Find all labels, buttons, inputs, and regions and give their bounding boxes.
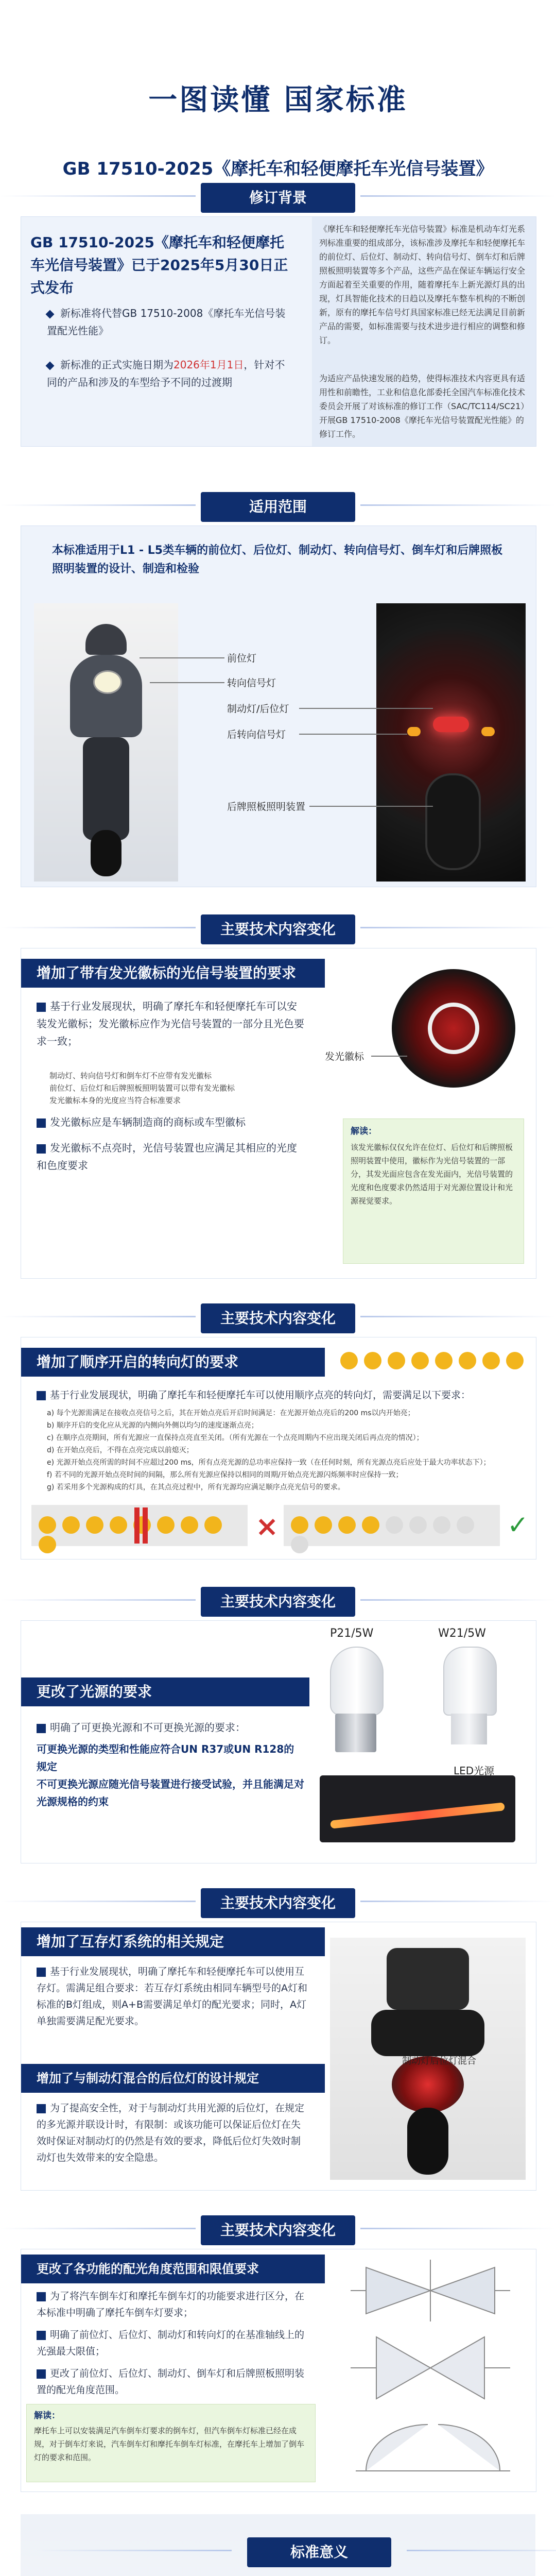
label-turn-signal: 转向信号灯 <box>227 677 276 689</box>
note-title: 解读： <box>34 2411 60 2421</box>
pointer-line <box>371 1056 407 1057</box>
sequential-item: e) 光源开始点亮所需的时间不应超过200 ms，所有点亮光源的总功率应保持一致（在任何时刻，所有光源点亮后应处于最大功率状态下）； <box>47 1459 491 1467</box>
emblem-sub-item: 前位灯、后位灯和后牌照板照明装置可以带有发光徽标 <box>49 1083 235 1093</box>
diamond-icon <box>46 310 55 318</box>
section-banner-changes-3: 主要技术内容变化 <box>201 1587 355 1617</box>
mixed-lamp-section-bar: 增加了与制动灯混合的后位灯的设计规定 <box>21 2064 325 2093</box>
wrong-mark: × <box>255 1510 279 1543</box>
light-source-text-1: 明确了可更换光源和不可更换光源的要求： <box>37 1719 304 1736</box>
led-label: LED光源 <box>454 1765 495 1777</box>
sequential-lamp-strip <box>340 1352 530 1371</box>
emblem-text-2: 发光徽标应是车辆制造商的商标或车型徽标 <box>37 1113 304 1131</box>
wrong-pattern-illustration <box>31 1505 248 1546</box>
bulb-p21-5w-image <box>317 1647 394 1755</box>
label-rear-plate-lamp: 后牌照板照明装置 <box>227 801 306 812</box>
emblem-panel <box>21 948 536 1279</box>
sequential-item: g) 若采用多个光源构成的灯具，在其点亮过程中，所有光源均应满足顺序点亮光信号的要求。 <box>47 1483 345 1492</box>
square-bullet-icon <box>37 1391 46 1400</box>
light-source-section-bar: 更改了光源的要求 <box>21 1677 309 1706</box>
background-headline: GB 17510-2025《摩托车和轻便摩托车光信号装置》已于2025年5月30日正式发布 <box>30 234 288 296</box>
sequential-item: a) 每个光源需满足在接收点亮信号之后，其在开始点亮后开启时间满足：在光源开始点亮后的200 ms以内开始亮； <box>47 1409 415 1417</box>
bulb-1-label: P21/5W <box>330 1627 374 1640</box>
photometric-text-1: 为了将汽车倒车灯和摩托车倒车灯的功能要求进行区分，在本标准中明确了摩托车倒车灯要求； <box>37 2291 305 2318</box>
background-text-1: 《摩托车和轻便摩托车光信号装置》标准是机动车灯光系列标准重要的组成部分，该标准涉及摩托车和轻便摩托车的前位灯、后位灯、制动灯、转向信号灯、倒车灯和后牌照板照明装置等多个产品，这些产品在保证车辆运行安全方面起着至关重要的作用，随着摩托车上新光源灯具的出现，灯具智能化技术的日趋以及摩托车整车机构的不断创新，原有的摩托车信号灯具国家标准已经无法满足目前新产品的需要，如标准需要与技术进步进行相应的调整和修订。 <box>319 224 526 345</box>
background-bullet-1: 新标准将代替GB 17510-2008《摩托车光信号装置配光性能》 <box>47 304 289 340</box>
emblem-sub-list <box>49 1070 307 1107</box>
scooter-front-image <box>34 603 178 882</box>
section-banner-changes-4: 主要技术内容变化 <box>201 1888 355 1918</box>
led-light-image <box>320 1775 515 1842</box>
interdependent-text: 基于行业发展现状，明确了摩托车和轻便摩托车可以使用互存灯。需满足组合要求：若互存灯系统由相同车辆型号的A灯和标准的B灯组成，则A+B需要满足单灯的配光要求；同时，A灯单独需要满足配光要求。 <box>37 1966 307 2027</box>
section-banner-background: 修订背景 <box>201 183 355 213</box>
background-right-column <box>312 217 536 446</box>
bulb-2-label: W21/5W <box>438 1627 486 1640</box>
light-source-panel <box>21 1620 536 1863</box>
background-bullet-2: 新标准的正式实施日期为2026年1月1日，针对不同的产品和涉及的车型给予不同的过渡期 <box>47 356 289 391</box>
label-stop-rear-lamp: 制动灯/后位灯 <box>227 703 289 715</box>
bulb-w21-5w-image <box>428 1647 510 1755</box>
square-bullet-icon <box>37 2104 46 2113</box>
section-banner-changes-1: 主要技术内容变化 <box>201 914 355 944</box>
pointer-line <box>299 708 433 709</box>
mixed-lamp-text: 为了提高安全性，对于与制动灯共用光源的后位灯，在规定的多光源并联设计时，有限制：或该功能可以保证后位灯在失效时保证对制动灯的仍然是有效的要求，降低后位灯失效时制动灯也失效带来的安全隐患。 <box>37 2103 305 2163</box>
sequential-intro: 基于行业发展现状，明确了摩托车和轻便摩托车可以使用顺序点亮的转向灯，需要满足以下要求： <box>37 1386 520 1404</box>
photometric-section-bar: 更改了各功能的配光角度范围和限值要求 <box>21 2255 325 2283</box>
background-panel <box>21 216 536 447</box>
emblem-text-1: 基于行业发展现状，明确了摩托车和轻便摩托车可以安装发光徽标；发光徽标应作为光信号装置的一部分且光色要求一致； <box>37 1000 304 1047</box>
square-bullet-icon <box>37 1003 46 1012</box>
emblem-text-3: 发光徽标不点亮时，光信号装置也应满足其相应的光度和色度要求 <box>37 1142 297 1172</box>
sequential-item: b) 顺序开启的变化应从光源的内侧向外侧以均匀的速度逐渐点亮； <box>47 1421 258 1430</box>
sequential-item: c) 在顺序点亮期间，所有光源应一直保持点亮直至关闭。（所有光源在一个点亮周期内不应出现关闭后再点亮的情况）； <box>47 1434 424 1442</box>
square-bullet-icon <box>37 2331 46 2340</box>
emblem-label: 发光徽标 <box>325 1051 364 1062</box>
emblem-sub-item: 发光徽标本身的光度应当符合标准要求 <box>49 1096 181 1105</box>
section-banner-changes-2: 主要技术内容变化 <box>201 1303 355 1333</box>
label-front-position-lamp: 前位灯 <box>227 653 257 664</box>
section-banner-significance: 标准意义 <box>247 2537 391 2567</box>
label-rear-turn-signal: 后转向信号灯 <box>227 729 286 740</box>
emblem-sub-item: 制动灯、转向信号灯和倒车灯不应带有发光徽标 <box>49 1071 212 1080</box>
emblem-note <box>343 1118 524 1264</box>
photometric-text-3: 更改了前位灯、后位灯、制动灯、倒车灯和后牌照板照明装置的配光角度范围。 <box>37 2368 305 2396</box>
square-bullet-icon <box>37 2292 46 2301</box>
page-subtitle: GB 17510-2025《摩托车和轻便摩托车光信号装置》 <box>62 159 494 179</box>
section-banner-scope: 适用范围 <box>201 492 355 522</box>
square-bullet-icon <box>37 1724 46 1733</box>
sequential-item: f) 若不同的光源开始点亮时间的间隔，那么所有光源应保持以相同的周期/开始点亮光源闪烁频率时应保持一致； <box>47 1471 403 1479</box>
pointer-line <box>150 682 224 683</box>
pointer-line <box>140 657 224 658</box>
square-bullet-icon <box>37 1118 46 1128</box>
sequential-item: d) 在开始点亮后，不得在点亮完成以前熄灭； <box>47 1446 194 1454</box>
motorcycle-rear-image <box>376 603 526 882</box>
photometric-panel <box>21 2249 536 2492</box>
light-source-text-3: 不可更换光源应随光信号装置进行接受试验，并且能满足对光源规格的约束 <box>37 1778 304 1808</box>
scope-panel <box>21 526 536 887</box>
pointer-line <box>299 734 407 735</box>
square-bullet-icon <box>37 1144 46 1154</box>
interdependent-panel <box>21 1922 536 2191</box>
correct-mark: ✓ <box>507 1510 529 1540</box>
sequential-panel <box>21 1337 536 1560</box>
photometric-note <box>26 2404 316 2482</box>
emblem-lamp-image <box>392 969 515 1088</box>
diamond-icon <box>46 361 55 370</box>
square-bullet-icon <box>37 1968 46 1977</box>
sequential-list <box>47 1407 520 1494</box>
page-title: 一图读懂 国家标准 <box>148 83 408 117</box>
interdependent-section-bar: 增加了互存灯系统的相关规定 <box>21 1927 325 1956</box>
pointer-line <box>309 806 433 807</box>
highlighted-date: 2026年1月1日 <box>173 359 244 371</box>
light-source-text-2: 可更换光源的类型和性能应符合UN R37或UN R128的规定 <box>37 1743 294 1773</box>
note-title: 解读： <box>351 1126 377 1137</box>
note-text: 摩托车上可以安装满足汽车倒车灯要求的倒车灯，但汽车倒车灯标准已经在成规，对于倒车灯来说，汽车倒车灯和摩托车倒车灯标准，在摩托车上增加了倒车灯的要求和范围。 <box>34 2426 305 2462</box>
square-bullet-icon <box>37 2369 46 2379</box>
light-angle-diagram <box>335 2255 526 2486</box>
section-banner-changes-5: 主要技术内容变化 <box>201 2215 355 2245</box>
correct-pattern-illustration <box>284 1505 500 1546</box>
background-text-2: 为适应产品快速发展的趋势，使得标准技术内容更具有适用性和前瞻性，工业和信息化部委托全国汽车标准化技术委员会开展了对该标准的修订工作（SAC/TC114/SC21）开展GB 17510-2008《摩托车光信号装置配光性能》的修订工作。 <box>319 374 526 439</box>
photometric-text-2: 明确了前位灯、后位灯、制动灯和转向灯的在基准轴线上的光强最大限值； <box>37 2329 305 2357</box>
scope-intro: 本标准适用于L1 - L5类车辆的前位灯、后位灯、制动灯、转向信号灯、倒车灯和后牌照板照明装置的设计、制造和检验 <box>52 544 503 575</box>
emblem-section-bar: 增加了带有发光徽标的光信号装置的要求 <box>21 959 325 988</box>
mixed-lamp-label: 制动灯后位灯混合 <box>402 2056 476 2066</box>
sequential-section-bar: 增加了顺序开启的转向灯的要求 <box>21 1348 325 1377</box>
note-text: 该发光徽标仅仅允许在位灯、后位灯和后牌照板照明装置中使用，徽标作为光信号装置的一部分，其发光面应包含在发光面内，光信号装置的光度和色度要求仍然适用于对光源位置设计和光源视觉要求。 <box>351 1143 513 1206</box>
